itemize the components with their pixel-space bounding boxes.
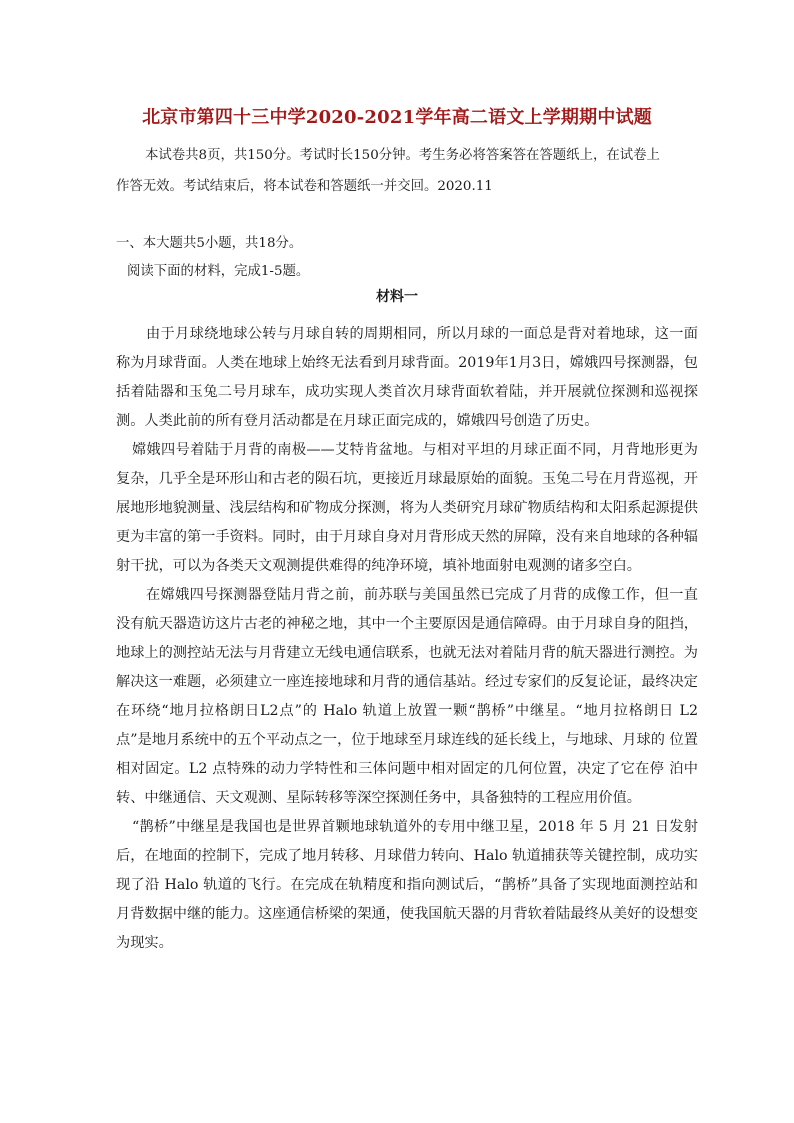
material-heading: 材料一 bbox=[376, 289, 418, 305]
material-body bbox=[116, 320, 698, 958]
exam-instructions bbox=[116, 140, 696, 202]
instructions-line-2: 作答无效。考试结束后，将本试卷和答题纸一并交回。2020.11 bbox=[116, 179, 493, 194]
section-header bbox=[116, 230, 696, 286]
paragraph: 在嫦娥四号探测器登陆月背之前，前苏联与美国虽然已完成了月背的成像工作，但一直没有航天器造访这片古老的神秘之地，其中一个主要原因是通信障碍。由于月球自身的阻挡，地球上的测控站无法与月背建立无线电通信联系，也就无法对着陆月背的航天器进行测控。为解决这一难题，必须建立一座连接地球和月背的通信基站。经过专家们的反复论证，最终决定在环绕“地月拉格朗日L2点”的 Halo 轨道上放置一颗“鹊桥”中继星。“地月拉格朗日 L2 点”是地月系统中的五个平动点之一，位于地球至月球连线的延长线上，与地球、月球的 位置相对固定。L2 点特殊的动力学特性和三体问题中相对固定的几何位置，决定了它在停 泊中转、中继通信、天文观测、星际转移等深空探测任务中，具备独特的工程应用价值。 bbox=[116, 587, 698, 806]
paragraph: 嫦娥四号着陆于月背的南极——艾特肯盆地。与相对平坦的月球正面不同，月背地形更为复杂，几乎全是环形山和古老的陨石坑，更接近月球最原始的面貌。玉兔二号在月背巡视，开展地形地貌测量、浅层结构和矿物成分探测，将为人类研究月球矿物质结构和太阳系起源提供更为丰富的第一手资料。同时，由于月球自身对月背形成天然的屏障，没有来自地球的各种辐射干扰，可以为各类天文观测提供难得的纯净环境，填补地面射电观测的诸多空白。 bbox=[116, 442, 698, 574]
page-title: 北京市第四十三中学2020-2021学年高二语文上学期期中试题 bbox=[142, 107, 652, 128]
section-heading: 一、本大题共5小题，共18分。 bbox=[116, 236, 303, 251]
instructions-line-1: 本试卷共8页，共150分。考试时长150分钟。考生务必将答案答在答题纸上，在试卷上 bbox=[145, 148, 660, 163]
paragraph: 由于月球绕地球公转与月球自转的周期相同，所以月球的一面总是背对着地球，这一面称为月球背面。人类在地球上始终无法看到月球背面。2019年1月3日，嫦娥四号探测器，包括着陆器和玉兔二号月球车，成功实现人类首次月球背面软着陆，并开展就位探测和巡视探测。人类此前的所有登月活动都是在月球正面完成的，嫦娥四号创造了历史。 bbox=[116, 326, 698, 429]
paragraph: “鹊桥”中继星是我国也是世界首颗地球轨道外的专用中继卫星，2018 年 5 月 21 日发射后，在地面的控制下，完成了地月转移、月球借力转向、Halo 轨道捕获等关键控制，成功实现了沿 Halo 轨道的飞行。在完成在轨精度和指向测试后，“鹊桥”具备了实现地面测控站和月背数据中继的能力。这座通信桥梁的架通，使我国航天器的月背软着陆最终从美好的设想变为现实。 bbox=[116, 819, 698, 951]
section-instruction: 阅读下面的材料，完成1-5题。 bbox=[127, 264, 310, 279]
